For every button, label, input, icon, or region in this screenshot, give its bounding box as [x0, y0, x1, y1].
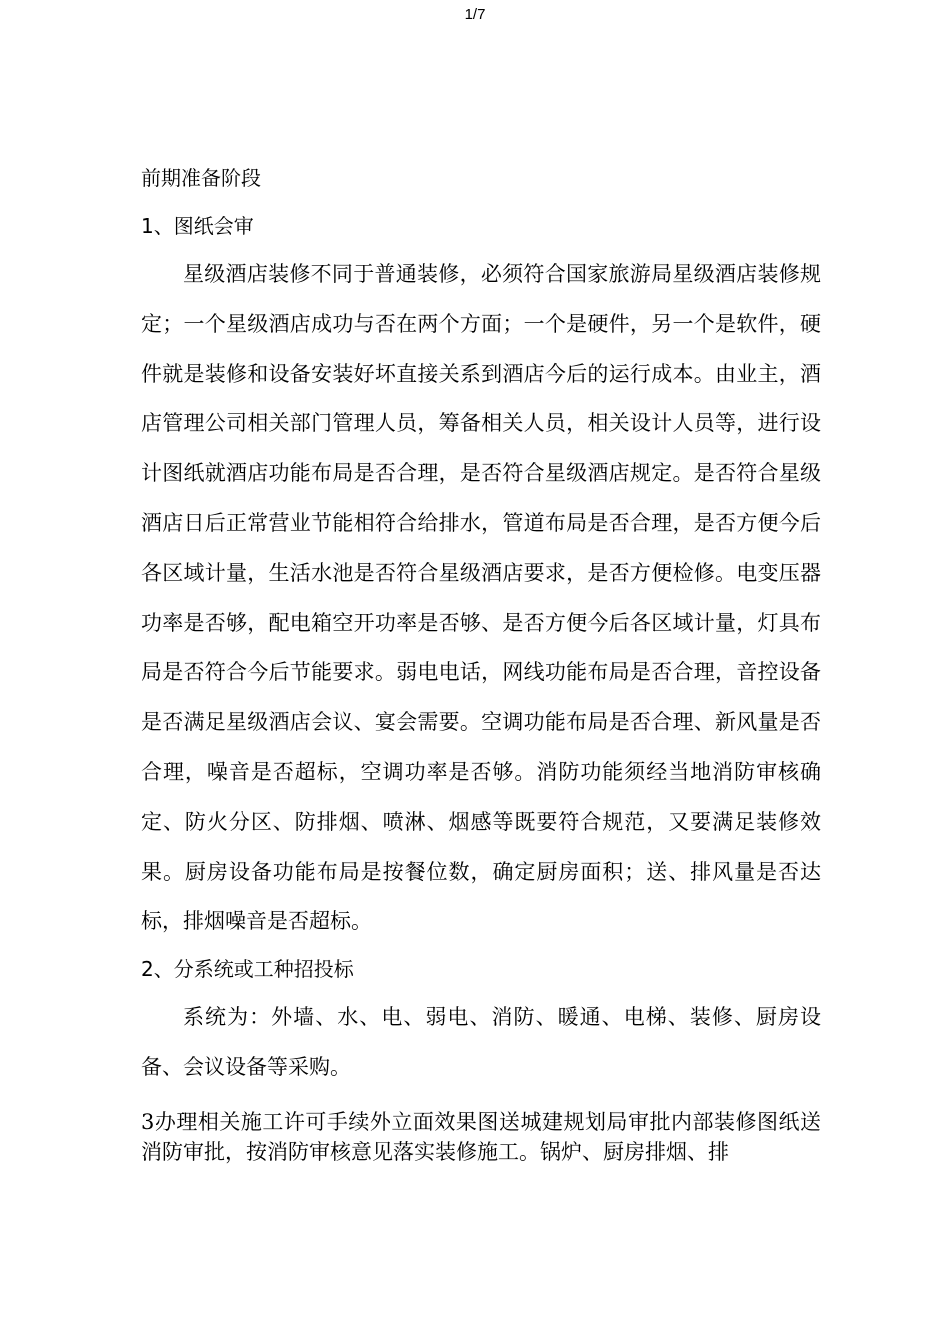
section-heading-1: 1、图纸会审 — [141, 214, 254, 238]
section-paragraph-3: 3办理相关施工许可手续外立面效果图送城建规划局审批内部装修图纸送消防审批，按消防审核意见落实装修施工。锅炉、厨房排烟、排 — [141, 1109, 821, 1164]
section-paragraph-1: 星级酒店装修不同于普通装修，必须符合国家旅游局星级酒店装修规定；一个星级酒店成功与否在两个方面；一个是硬件，另一个是软件，硬件就是装修和设备安装好坏直接关系到酒店今后的运行成本。由业主，酒店管理公司相关部门管理人员，筹备相关人员，相关设计人员等，进行设计图纸就酒店功能布局是否合理，是否符合星级酒店规定。是否符合星级酒店日后正常营业节能相符合给排水，管道布局是否合理，是否方便今后各区域计量，生活水池是否符合星级酒店要求，是否方便检修。电变压器功率是否够，配电箱空开功率是否够、是否方便今后各区域计量，灯具布局是否符合今后节能要求。弱电电话，网线功能布局是否合理，音控设备是否满足星级酒店会议、宴会需要。空调功能布局是否合理、新风量是否合理，噪音是否超标，空调功率是否够。消防功能须经当地消防审核确定、防火分区、防排烟、喷淋、烟感等既要符合规范，又要满足装修效果。厨房设备功能布局是按餐位数，确定厨房面积；送、排风量是否达标，排烟噪音是否超标。 — [141, 262, 821, 934]
document-title: 前期准备阶段 — [141, 166, 261, 190]
section-heading-2: 2、分系统或工种招投标 — [141, 957, 354, 982]
page-number: 1/7 — [464, 6, 486, 23]
document-body — [141, 160, 821, 1167]
section-paragraph-2: 系统为：外墙、水、电、弱电、消防、暖通、电梯、装修、厨房设备、会议设备等采购。 — [141, 1005, 821, 1079]
